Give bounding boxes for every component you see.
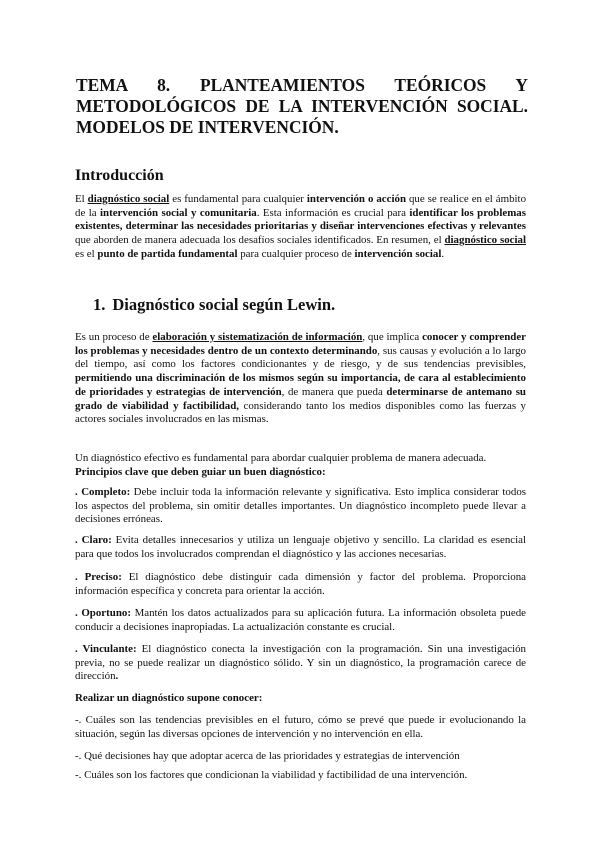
knowledge-item: -. Cuáles son las tendencias previsibles en el futuro, cómo se prevé que puede ir evolucionando la situación, según las diversas opciones de intervención y no intervención en ella. [75, 714, 526, 740]
principle-oportuno: . Oportuno: Mantén los datos actualizados para su aplicación futura. La información obsoleta puede conducir a decisiones inapropiadas. La actualización constante es crucial. [75, 607, 526, 633]
section-heading [93, 295, 335, 315]
section-number: 1. [93, 295, 106, 314]
principle-vinculante: . Vinculante: El diagnóstico conecta la investigación con la programación. Sin una investigación previa, no se puede realizar un diagnóstico sólido. Y sin un diagnóstico, la programación carece de dirección. [75, 643, 526, 683]
effective-diagnosis-paragraph: Un diagnóstico efectivo es fundamental para abordar cualquier problema de manera adecuada. Principios clave que deben guiar un buen diagnóstico: [75, 452, 487, 478]
intro-heading: Introducción [75, 167, 164, 184]
definition-paragraph: Es un proceso de elaboración y sistematización de información, que implica conocer y comprender los problemas y necesidades dentro de un contexto determinando, sus causas y evolución a lo largo del tiempo, así como los factores condicionantes y de riesgo, y de sus tendencias previsibles, permitiendo una discriminación de los mismos según su importancia, de cara al establecimiento de prioridades y estrategias de intervención, de manera que pueda determinarse de antemano su grado de viabilidad y factibilidad, considerando tanto los medios disponibles como las fuerzas y actores sociales involucrados en las mismas. [75, 331, 527, 426]
principle-claro: . Claro: Evita detalles innecesarios y utiliza un lenguaje objetivo y sencillo. La claridad es esencial para que todos los involucrados comprendan el diagnóstico y las acciones necesarias. [75, 534, 527, 560]
principle-preciso: . Preciso: El diagnóstico debe distinguir cada dimensión y factor del problema. Proporciona información específica y concreta para orientar la acción. [75, 571, 526, 597]
section-title: Diagnóstico social según Lewin. [112, 295, 336, 314]
knowledge-item: -. Cuáles son los factores que condicionan la viabilidad y factibilidad de una intervención. [75, 769, 468, 781]
knowledge-item: -. Qué decisiones hay que adoptar acerca de las prioridades y estrategias de intervención [75, 750, 460, 762]
principle-completo: . Completo: Debe incluir toda la información relevante y significativa. Esto implica considerar todos los aspectos del problema, sin omitir detalles importantes. Un diagnóstico incompleto puede llevar a decisiones erróneas. [75, 486, 526, 526]
intro-paragraph: El diagnóstico social es fundamental para cualquier intervención o acción que se realice en el ámbito de la intervención social y comunitaria. Esta información es crucial para identificar los problemas existentes, determinar las necesidades prioritarias y diseñar intervenciones efectivas y relevantes que aborden de manera adecuada los desafíos sociales identificados. En resumen, el diagnóstico social es el punto de partida fundamental para cualquier proceso de intervención social. [75, 193, 527, 260]
page-title: TEMA 8. PLANTEAMIENTOS TEÓRICOS Y METODOLÓGICOS DE LA INTERVENCIÓN SOCIAL. MODELOS DE INTERVENCIÓN. [76, 75, 528, 137]
knowledge-heading: Realizar un diagnóstico supone conocer: [75, 692, 263, 704]
